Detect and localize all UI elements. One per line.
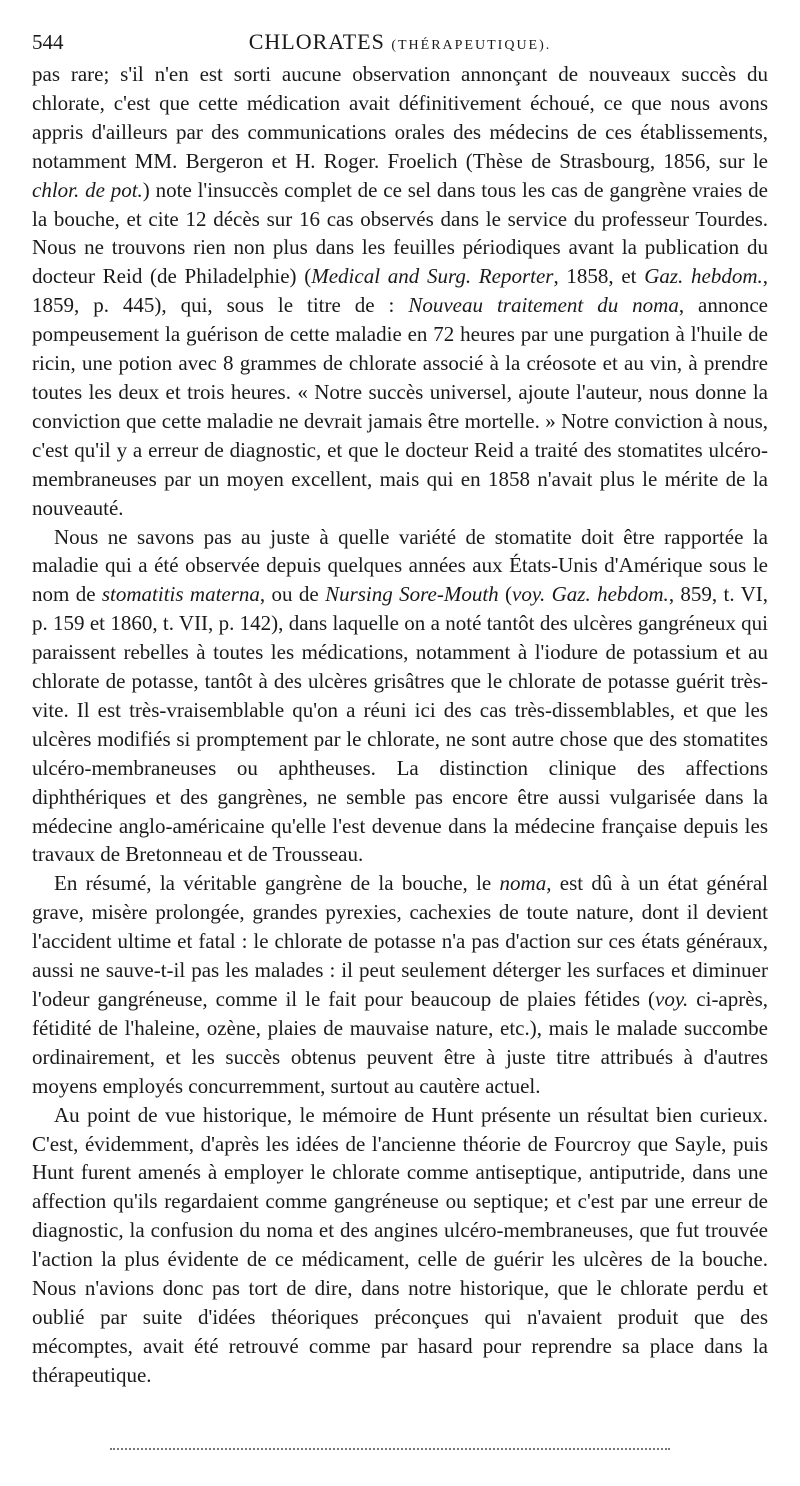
page-number: 544 xyxy=(32,30,64,54)
text-run: , 1858, et xyxy=(553,264,645,289)
running-title-sub: (THÉRAPEUTIQUE). xyxy=(391,38,552,53)
text-run: , ou de xyxy=(259,582,326,607)
paragraph-3 xyxy=(32,869,768,1100)
running-head xyxy=(32,24,768,60)
bottom-dotted-rule xyxy=(110,1448,670,1450)
text-run: ci-après, fétidité de l'haleine, ozène, plaies de mauvaise nature, etc.), mais le malade succombe ordinairement, et les succès obtenus peuvent être à juste titre attribués à d'autres moyens employés concurremment, surtout au cautère actuel. xyxy=(32,987,768,1098)
running-title xyxy=(32,24,768,64)
paragraph-2 xyxy=(32,523,768,870)
text-run: , 859, t. VI, p. 159 et 1860, t. VII, p. 142), dans laquelle on a noté tantôt des ulcères gangréneux qui paraissent rebelles à toutes les médications, notamment à l'iodure de potassium et au chlorate de potasse, tantôt à des ulcères grisâtres que le chlorate de potasse guérit très-vite. Il est très-vraisemblable qu'on a réuni ici des cas très-dissemblables, et que les ulcères modifiés si promptement par le chlorate, ne sont autre chose que des stomatites ulcéro-membraneuses ou aphtheuses. La distinction clinique des affections diphthériques et des gangrènes, ne semble pas encore être aussi vulgarisée dans la médecine anglo-américaine qu'elle l'est devenue dans la médecine française depuis les travaux de Bretonneau et de Trousseau. xyxy=(32,582,769,867)
text-run: , annonce pompeusement la guérison de cette maladie en 72 heures par une purgation à l'huile de ricin, une potion avec 8 grammes de chlorate associé à la créosote et au vin, à prendre toutes les deux et trois heures. « Notre succès universel, ajoute l'auteur, nous donne la conviction que cette maladie ne devrait jamais être mortelle. » Notre conviction à nous, c'est qu'il y a erreur de diagnostic, et que le docteur Reid a traité des stomatites ulcéro-membraneuses par un moyen excellent, mais qui en 1858 n'avait plus le mérite de la nouveauté. xyxy=(32,293,768,520)
body-text xyxy=(32,60,768,1390)
running-title-main: CHLORATES xyxy=(248,29,385,54)
text-run: En résumé, la véritable gangrène de la bouche, le xyxy=(54,871,500,896)
paragraph-4 xyxy=(32,1101,768,1390)
italic-run: noma xyxy=(499,871,547,896)
italic-run: Nursing Sore-Mouth xyxy=(325,582,499,607)
italic-run: Medical and Surg. Reporter xyxy=(311,264,554,289)
italic-run: voy. xyxy=(655,987,689,1011)
text-run: Nous ne savons pas au juste à quelle variété de stomatite doit être rapportée la maladie qui a été observée depuis quelques années aux États-Unis d'Amérique sous le nom de xyxy=(32,524,768,607)
text-run: , est dû à un état général grave, misère prolongée, grandes pyrexies, cachexies de toute nature, dont il devient l'accident ultime et fatal : le chlorate de potasse n'a pas d'action sur ces états généraux, aussi ne sauve-t-il pas les malades : il peut seulement déterger les surfaces et diminuer l'odeur gangréneuse, comme il le fait pour beaucoup de plaies fétides ( xyxy=(32,871,769,1011)
text-run: ) note l'insuccès complet de ce sel dans tous les cas de gangrène vraies de la bouche, et cite 12 décès sur 16 cas observés dans le service du professeur Tourdes. Nous ne trouvons rien non plus dans les feuilles périodiques avant la publication du docteur Reid (de Philadelphie) ( xyxy=(32,177,768,289)
text-run: Au point de vue historique, le mémoire de Hunt présente un résultat bien curieux. C'est, évidemment, d'après les idées de l'ancienne théorie de Fourcroy que Sayle, puis Hunt furent amenés à employer le chlorate comme antiseptique, antiputride, dans une affection qu'ils regardaient comme gangréneuse ou septique; et c'est par une erreur de diagnostic, la confusion du noma et des angines ulcéro-membraneuses, que fut trouvée l'action la plus évidente de ce médicament, celle de guérir les ulcères de la bouche. Nous n'avions donc pas tort de dire, dans notre historique, que le chlorate perdu et oublié par suite d'idées théoriques préconçues qui n'avaient produit que des mécomptes, avait été retrouvé comme par hasard pour reprendre sa place dans la thérapeutique. xyxy=(32,1102,768,1387)
text-run: pas rare; s'il n'en est sorti aucune observation annonçant de nouveaux succès du chlorate, c'est que cette médication avait définitivement échoué, ce que nous avons appris d'ailleurs par des communications orales des médecins de ces établissements, notamment MM. Bergeron et H. Roger. Froelich (Thèse de Strasbourg, 1856, sur le xyxy=(32,62,768,173)
italic-run: Nouveau traitement du noma xyxy=(408,293,679,318)
italic-run: stomatitis materna xyxy=(101,582,260,607)
italic-run: chlor. de pot. xyxy=(32,177,143,202)
book-page xyxy=(32,24,768,1390)
paragraph-1 xyxy=(32,60,768,523)
text-run: , 1859, p. 445), qui, sous le titre de : xyxy=(32,264,768,318)
text-run: ( xyxy=(498,582,513,607)
italic-run: Gaz. hebdom. xyxy=(644,264,763,289)
italic-run: voy. Gaz. hebdom. xyxy=(512,582,669,607)
